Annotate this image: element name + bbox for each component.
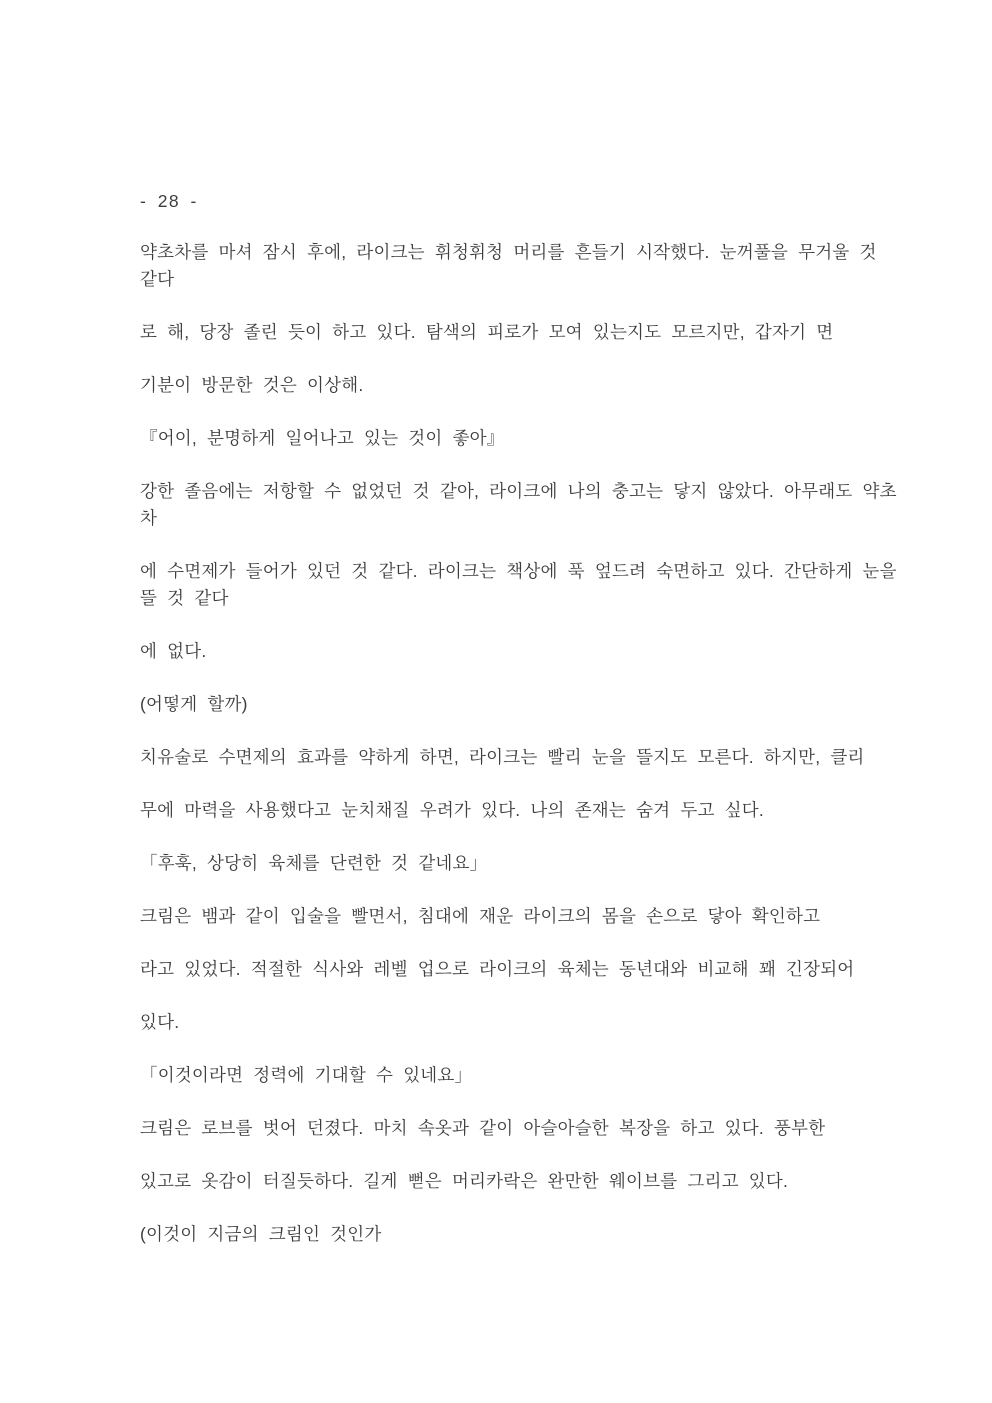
paragraph-dialogue [140, 425, 892, 452]
text-line: 『어이, 분명하게 일어나고 있는 것이 좋아』 [140, 428, 505, 448]
paragraph [140, 797, 892, 824]
text-line: 치유술로 수면제의 효과를 약하게 하면, 라이크는 빨리 눈을 뜰지도 모른다. 하지만, 클리 [140, 747, 865, 767]
text-line: 「후훅, 상당히 육체를 단련한 것 같네요」 [140, 853, 488, 873]
paragraph-thought [140, 1221, 892, 1248]
text-line: 약초차를 마셔 잠시 후에, 라이크는 휘청휘청 머리를 흔들기 시작했다. 눈꺼풀을 무거울 것 [140, 242, 877, 262]
text-line: (이것이 지금의 크림인 것인가 [140, 1224, 382, 1244]
text-line: 기분이 방문한 것은 이상해. [140, 375, 364, 395]
paragraph [140, 1115, 892, 1142]
paragraph [140, 239, 892, 293]
text-line: 있고로 옷감이 터질듯하다. 길게 뻗은 머리카락은 완만한 웨이브를 그리고 있다. [140, 1171, 789, 1191]
paragraph [140, 478, 897, 532]
page-number: - 28 - [140, 191, 198, 211]
text-line: 크림은 로브를 벗어 던졌다. 마치 속옷과 같이 아슬아슬한 복장을 하고 있다. 풍부한 [140, 1118, 826, 1138]
text-line: 차 [140, 508, 158, 528]
text-line: 뜰 것 같다 [140, 588, 229, 608]
paragraph [140, 1009, 892, 1036]
text-line: 크림은 뱀과 같이 입술을 빨면서, 침대에 재운 라이크의 몸을 손으로 닿아 확인하고 [140, 906, 821, 926]
text-line: 같다 [140, 269, 175, 289]
paragraph-thought [140, 691, 892, 718]
paragraph [140, 744, 892, 771]
text-line: 있다. [140, 1012, 180, 1032]
paragraph-dialogue [140, 850, 892, 877]
paragraph [140, 903, 892, 930]
paragraph [140, 1168, 892, 1195]
paragraph [140, 319, 892, 346]
paragraph [140, 558, 897, 612]
text-line: 강한 졸음에는 저항할 수 없었던 것 같아, 라이크에 나의 충고는 닿지 않았다. 아무래도 약초 [140, 481, 897, 501]
paragraph [140, 956, 892, 983]
text-line: (어떻게 할까) [140, 694, 248, 714]
paragraph-dialogue [140, 1062, 892, 1089]
text-line: 라고 있었다. 적절한 식사와 레벨 업으로 라이크의 육체는 동년대와 비교해 꽤 긴장되어 [140, 959, 855, 979]
paragraph [140, 372, 892, 399]
text-line: 로 해, 당장 졸린 듯이 하고 있다. 탐색의 피로가 모여 있는지도 모르지만, 갑자기 면 [140, 322, 834, 342]
paragraph [140, 638, 892, 665]
text-line: 「이것이라면 정력에 기대할 수 있네요」 [140, 1065, 473, 1085]
text-line: 에 없다. [140, 641, 207, 661]
text-line: 무에 마력을 사용했다고 눈치채질 우려가 있다. 나의 존재는 숨겨 두고 싶다. [140, 800, 764, 820]
text-line: 에 수면제가 들어가 있던 것 같다. 라이크는 책상에 푹 엎드려 숙면하고 있다. 간단하게 눈을 [140, 561, 897, 581]
